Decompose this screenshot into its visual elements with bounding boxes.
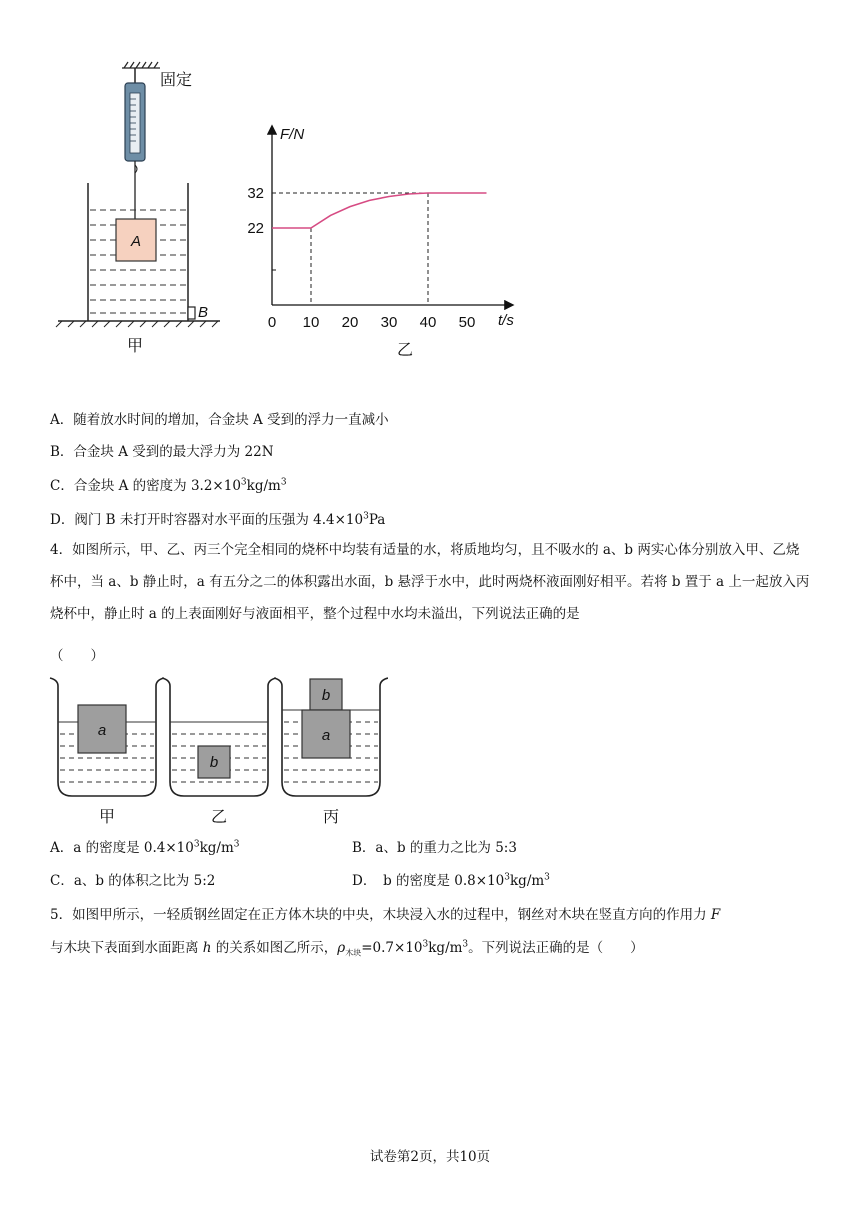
y-tick-label: 32 bbox=[247, 185, 264, 202]
svg-text:a: a bbox=[321, 727, 331, 744]
svg-text:b: b bbox=[321, 687, 331, 704]
x-tick-label: 0 bbox=[267, 314, 277, 331]
q4-option-b: B．a、b 的重力之比为 5:3 bbox=[352, 840, 517, 856]
figure-beakers bbox=[48, 672, 388, 827]
figure-container-diagram bbox=[50, 55, 230, 355]
x-axis-label: t/s bbox=[498, 312, 514, 329]
svg-text:乙: 乙 bbox=[210, 809, 228, 826]
q5-line2: 与木块下表面到水面距离 h 的关系如图乙所示，$\rho_{木块}=0.7\times 10^3kg/m^3$。下列说法正确的是（ ） bbox=[50, 939, 644, 958]
q4-stem: 4．如图所示，甲、乙、丙三个完全相同的烧杯中均装有适量的水，将质地均匀，且不吸水的 a、b 两实心体分别放入甲、乙烧杯中，当 a、b 静止时，a 有五分之二的体积露出水面，b 悬浮于水中，此时两烧杯液面刚好相平。若将 b 置于 a 上一起放入丙烧杯中，静止时 a 的上表面刚好与液面相平，整个过程中水均未溢出，下列说法正确的是 bbox=[50, 542, 810, 622]
caption-left: 甲 bbox=[126, 338, 144, 355]
block-a-label: A bbox=[130, 233, 142, 250]
y-axis-label: F/N bbox=[280, 126, 305, 143]
svg-text:b: b bbox=[209, 754, 219, 771]
ceiling-hatch bbox=[122, 62, 160, 68]
q3-option-d: D．阀门 B 未打开时容器对水平面的压强为 $4.4\times 10^3Pa$ bbox=[50, 511, 386, 528]
x-tick-label: 30 bbox=[380, 314, 398, 331]
fixed-label: 固定 bbox=[160, 72, 193, 89]
series-line bbox=[272, 193, 487, 228]
y-tick-label: 22 bbox=[247, 220, 264, 237]
q4-option-a: A．a 的密度是 $0.4\times 10^3kg/m^3$ bbox=[50, 839, 240, 856]
q3-option-a: A．随着放水时间的增加，合金块 A 受到的浮力一直减小 bbox=[50, 412, 389, 428]
svg-text:丙: 丙 bbox=[322, 809, 340, 826]
q4-bracket: （ ） bbox=[50, 648, 104, 664]
q5-line1: 5．如图甲所示，一轻质钢丝固定在正方体木块的中央，木块浸入水的过程中，钢丝对木块在竖直方向的作用力 F bbox=[50, 907, 721, 923]
force-time-chart bbox=[240, 115, 530, 360]
beaker-jia bbox=[50, 678, 164, 826]
svg-text:甲: 甲 bbox=[98, 809, 116, 826]
x-tick-label: 50 bbox=[458, 314, 476, 331]
beaker-bing bbox=[274, 678, 388, 826]
page-footer: 试卷第2页，共10页 bbox=[369, 1149, 491, 1165]
q4-option-c: C．a、b 的体积之比为 5:2 bbox=[50, 873, 216, 889]
q3-option-b: B．合金块 A 受到的最大浮力为 22N bbox=[50, 444, 274, 460]
valve-b bbox=[188, 307, 195, 319]
x-tick-label: 20 bbox=[341, 314, 359, 331]
beaker-yi bbox=[162, 678, 276, 826]
svg-text:a: a bbox=[97, 722, 107, 739]
q3-option-c: C．合金块 A 的密度为 $3.2\times 10^3kg/m^3$ bbox=[50, 477, 287, 494]
x-tick-label: 10 bbox=[302, 314, 320, 331]
valve-b-label: B bbox=[198, 304, 209, 321]
caption-right: 乙 bbox=[396, 342, 414, 359]
q4-option-d: D． b 的密度是 $0.8\times 10^3kg/m^3$ bbox=[352, 872, 550, 889]
x-tick-label: 40 bbox=[419, 314, 437, 331]
